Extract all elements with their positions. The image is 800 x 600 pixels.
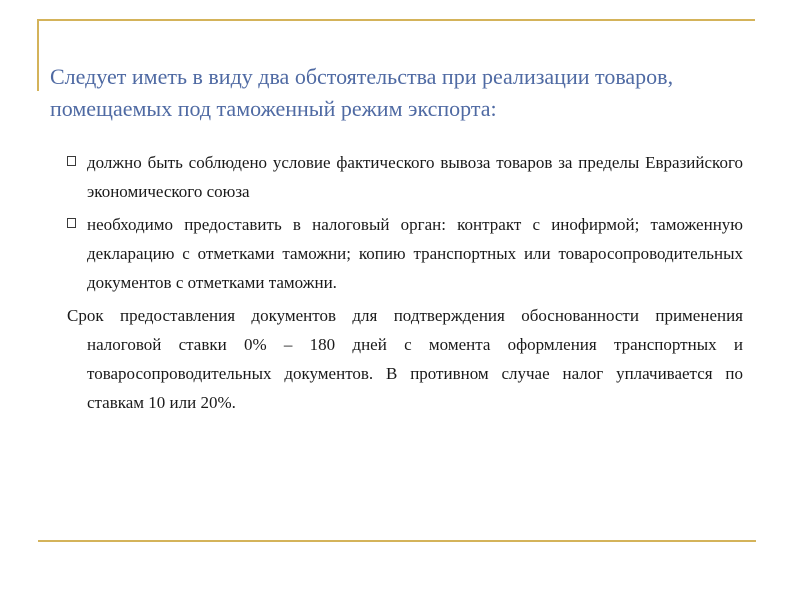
bullet-item-export-condition <box>67 148 743 206</box>
slide-title: Следует иметь в виду два обстоятельства при реализации товаров, помещаемых под таможенный режим экспорта: <box>50 64 674 121</box>
bullet-text: должно быть соблюдено условие фактического вывоза товаров за пределы Евразийского экономического союза <box>87 153 743 201</box>
closing-paragraph: Срок предоставления документов для подтверждения обоснованности применения налоговой ставки 0% – 180 дней с момента оформления транспортных и товаросопроводительных документов. В противном случае налог уплачивается по ставкам 10 или 20%. <box>67 306 743 412</box>
bullet-text: необходимо предоставить в налоговый орган: контракт с инофирмой; таможенную декларацию с отметками таможни; копию транспортных или товаросопроводительных документов с отметками таможни. <box>87 215 743 292</box>
left-decorative-rule <box>37 19 39 91</box>
bullet-item-documents <box>67 210 743 297</box>
slide-content <box>67 148 743 417</box>
square-bullet-icon <box>67 218 76 228</box>
square-bullet-icon <box>67 156 76 166</box>
top-decorative-rule <box>37 19 755 21</box>
bottom-decorative-rule <box>38 540 756 542</box>
